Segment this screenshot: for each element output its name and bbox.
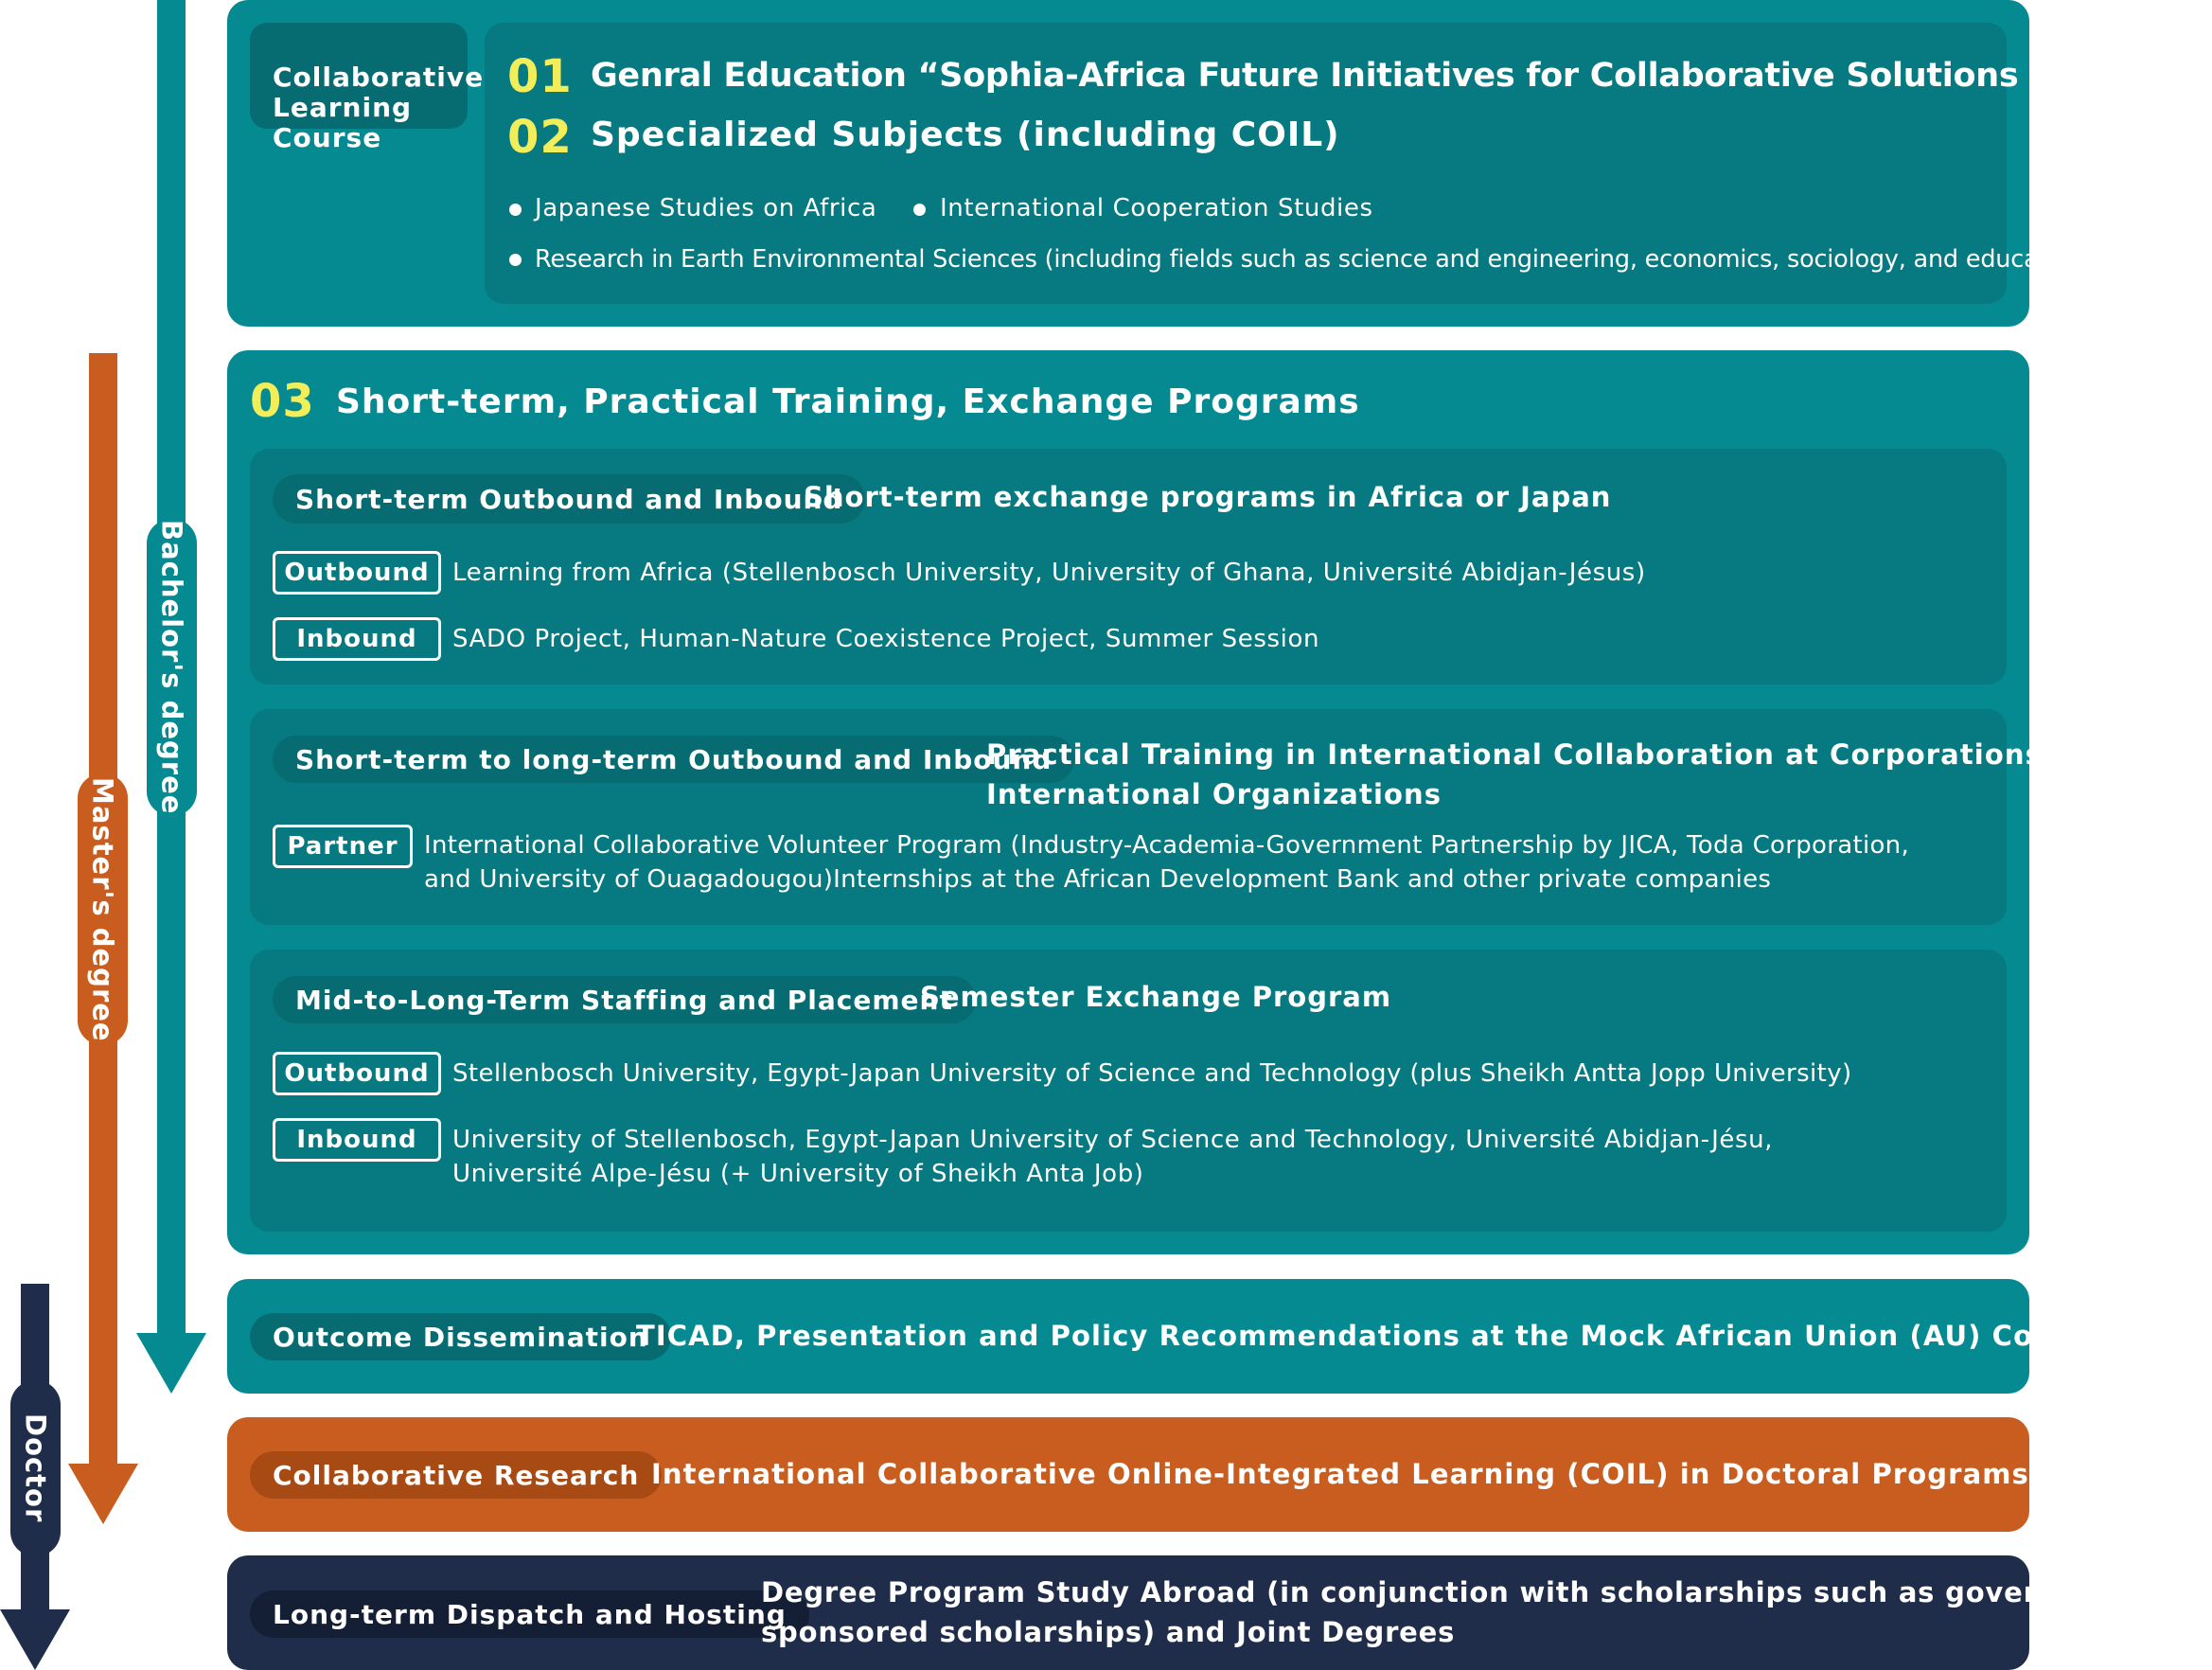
semester-outbound-text: Stellenbosch University, Egypt-Japan University of Science and Technology (plus Sheikh Antta Jopp University) [452, 1059, 1852, 1088]
practical-training-pill: Short-term to long-term Outbound and Inbound [273, 736, 1074, 783]
practical-training-block [250, 709, 2115, 925]
programs-title: Short-term, Practical Training, Exchange Programs [336, 382, 1360, 421]
bullet-japanese-studies: Japanese Studies on Africa [535, 194, 877, 222]
course-label-box [250, 23, 485, 153]
semester-inbound-text-line2: Université Alpe-Jésu (+ University of Sheikh Anta Job) [452, 1160, 1144, 1188]
bullet-international-cooperation: International Cooperation Studies [940, 194, 1373, 222]
inbound-tag: Inbound [273, 617, 441, 661]
programs-number-03: 03 [250, 375, 315, 428]
course-label: Collaborative Learning Course [273, 62, 485, 153]
practical-training-heading-line2: International Organizations [986, 778, 1442, 810]
doctor-label-badge [10, 1380, 61, 1556]
bullet-dot [913, 204, 926, 216]
bullet-dot [509, 254, 522, 266]
semester-exchange-heading: Semester Exchange Program [920, 981, 1392, 1013]
partner-text-line2: and University of Ouagadougou)Internships at the African Development Bank and other private companies [424, 865, 1772, 894]
partner-text-line1: International Collaborative Volunteer Program (Industry-Academia-Government Partnership by JICA, Toda Corporation, [424, 831, 1910, 860]
dispatch-panel [227, 1555, 2153, 1670]
short-term-inbound-text: SADO Project, Human-Nature Coexistence Project, Summer Session [452, 625, 1320, 653]
bachelor-label: Bachelor's degree [155, 520, 188, 815]
outcome-panel [227, 1279, 2179, 1394]
outbound-tag: Outbound [273, 1052, 441, 1095]
short-term-pill: Short-term Outbound and Inbound [273, 474, 865, 524]
research-panel [227, 1417, 2029, 1532]
course-panel [227, 0, 2212, 327]
short-term-outbound-text: Learning from Africa (Stellenbosch University, University of Ghana, Université Abidjan-Jésus) [452, 559, 1646, 587]
course-number-02: 02 [507, 111, 573, 164]
course-number-01: 01 [507, 50, 573, 103]
programs-panel [227, 350, 2115, 1254]
doctor-arrow-head [0, 1609, 70, 1670]
bullet-dot [509, 204, 522, 216]
short-term-block [250, 449, 2007, 684]
short-term-heading: Short-term exchange programs in Africa or Japan [804, 481, 1612, 513]
outcome-pill: Outcome Dissemination [250, 1313, 671, 1360]
doctor-label: Doctor [19, 1413, 52, 1523]
course-item2-title: Specialized Subjects (including COIL) [591, 115, 1340, 154]
bachelor-arrow-head [136, 1333, 206, 1394]
master-label-badge [78, 773, 128, 1045]
course-content-box [485, 23, 2212, 304]
semester-exchange-block [250, 950, 2007, 1232]
course-item1-title: Genral Education “Sophia-Africa Future Initiatives for Collaborative Solutions (SAFICS)” [591, 57, 2212, 95]
inbound-tag: Inbound [273, 1118, 441, 1162]
bachelor-label-badge [147, 519, 197, 816]
semester-inbound-text-line1: University of Stellenbosch, Egypt-Japan University of Science and Technology, Université Abidjan-Jésu, [452, 1126, 1774, 1154]
master-arrow-head [68, 1464, 138, 1524]
master-label: Master's degree [86, 776, 119, 1042]
outcome-text: TICAD, Presentation and Policy Recommendations at the Mock African Union (AU) Conference [636, 1320, 2179, 1352]
bullet-earth-environmental: Research in Earth Environmental Sciences (including fields such as science and engineering, economics, sociology, and education) [535, 245, 2094, 274]
staffing-pill: Mid-to-Long-Term Staffing and Placement [273, 976, 976, 1023]
research-text: International Collaborative Online-Integrated Learning (COIL) in Doctoral Programs [651, 1458, 2029, 1490]
dispatch-text-line2: sponsored scholarships) and Joint Degrees [761, 1616, 1456, 1648]
research-pill: Collaborative Research [250, 1451, 662, 1499]
dispatch-text-line1: Degree Program Study Abroad (in conjunction with scholarships such as government- [761, 1576, 2153, 1608]
practical-training-heading-line1: Practical Training in International Collaboration at Corporations and [986, 738, 2115, 771]
partner-tag: Partner [273, 825, 413, 868]
outbound-tag: Outbound [273, 551, 441, 595]
dispatch-pill: Long-term Dispatch and Hosting [250, 1590, 809, 1638]
